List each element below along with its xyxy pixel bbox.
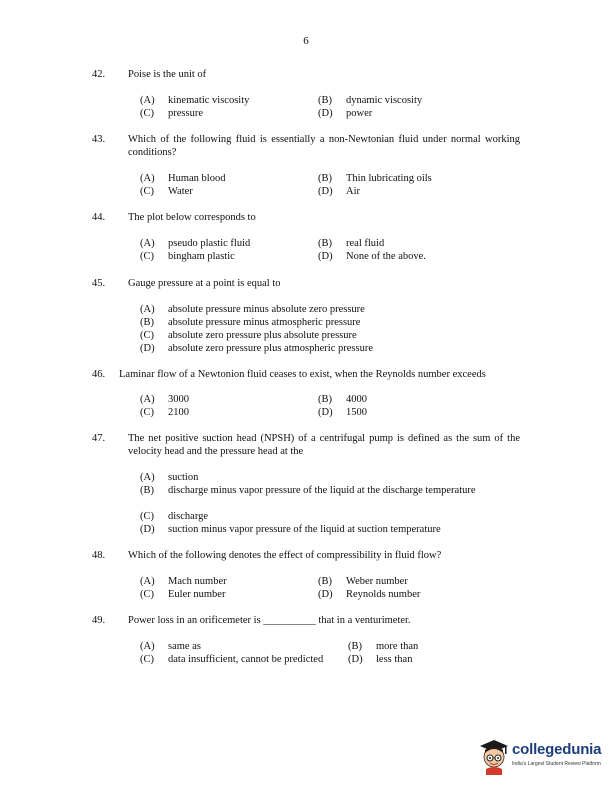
option-d: (D) power xyxy=(318,108,373,119)
question-number: 48. xyxy=(92,550,106,561)
option-d: (D) None of the above. xyxy=(318,251,426,262)
student-mascot-icon xyxy=(478,737,510,775)
option-d: (D) 1500 xyxy=(318,407,367,418)
option-a: (A) 3000 xyxy=(140,394,189,405)
question-number: 49. xyxy=(92,615,106,626)
option-d: (D) suction minus vapor pressure of the liquid at suction temperature xyxy=(140,524,441,535)
option-d: (D) less than xyxy=(348,654,413,665)
option-b: (B) real fluid xyxy=(318,238,385,249)
option-b: (B) dynamic viscosity xyxy=(318,95,423,106)
question-text: Poise is the unit of xyxy=(128,69,207,80)
question-text: Which of the following denotes the effect of compressibility in fluid flow? xyxy=(128,550,442,561)
option-d: (D) Air xyxy=(318,186,360,197)
option-b: (B) absolute pressure minus atmospheric pressure xyxy=(140,317,361,328)
option-a: (A) suction xyxy=(140,472,199,483)
logo-wordmark: collegedunia xyxy=(512,741,602,758)
option-a: (A) absolute pressure minus absolute zero pressure xyxy=(140,304,365,315)
option-c: (C) pressure xyxy=(140,108,203,119)
option-b: (B) discharge minus vapor pressure of the liquid at the discharge temperature xyxy=(140,485,476,496)
option-a: (A) same as xyxy=(140,641,201,652)
question-text: The net positive suction head (NPSH) of a centrifugal pump is defined as the sum of the velocity head and the pressure head at the xyxy=(128,433,520,457)
question-number: 43. xyxy=(92,134,106,145)
question-number: 46. xyxy=(92,369,106,380)
option-d: (D) Reynolds number xyxy=(318,589,421,600)
question-number: 45. xyxy=(92,278,106,289)
option-a: (A) Mach number xyxy=(140,576,227,587)
option-c: (C) absolute zero pressure plus absolute pressure xyxy=(140,330,357,341)
option-c: (C) data insufficient, cannot be predicted xyxy=(140,654,324,665)
option-b: (B) Thin lubricating oils xyxy=(318,173,432,184)
question-number: 47. xyxy=(92,433,106,444)
option-c: (C) bingham plastic xyxy=(140,251,235,262)
option-d: (D) absolute zero pressure plus atmospheric pressure xyxy=(140,343,373,354)
option-a: (A) kinematic viscosity xyxy=(140,95,250,106)
option-a: (A) Human blood xyxy=(140,173,226,184)
question-text: The plot below corresponds to xyxy=(128,212,256,223)
question-text: Which of the following fluid is essentially a non-Newtonian fluid under normal working conditions? xyxy=(128,134,520,158)
option-b: (B) Weber number xyxy=(318,576,408,587)
option-b: (B) more than xyxy=(348,641,419,652)
option-b: (B) 4000 xyxy=(318,394,367,405)
option-c: (C) 2100 xyxy=(140,407,189,418)
page-number: 6 xyxy=(303,35,309,47)
option-c: (C) discharge xyxy=(140,511,209,522)
option-c: (C) Water xyxy=(140,186,193,197)
collegedunia-logo xyxy=(478,737,603,775)
question-text: Laminar flow of a Newtonion fluid ceases to exist, when the Reynolds number exceeds xyxy=(119,369,486,380)
option-c: (C) Euler number xyxy=(140,589,226,600)
question-text: Power loss in an orificemeter is __________ that in a venturimeter. xyxy=(128,615,411,626)
question-text: Gauge pressure at a point is equal to xyxy=(128,278,281,289)
option-a: (A) pseudo plastic fluid xyxy=(140,238,251,249)
question-number: 42. xyxy=(92,69,106,80)
logo-tagline: India's Largest Student Review Platform xyxy=(512,761,601,767)
question-number: 44. xyxy=(92,212,106,223)
